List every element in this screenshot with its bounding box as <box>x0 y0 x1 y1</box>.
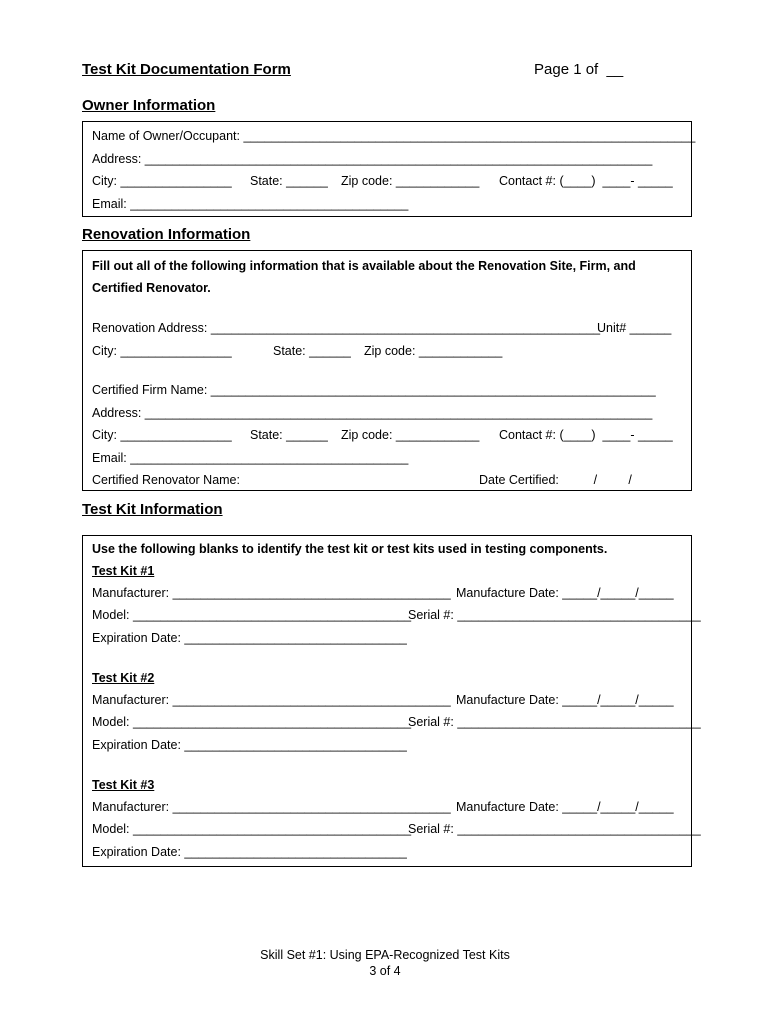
test-kit-3-expiration-field[interactable]: Expiration Date: ________________________________ <box>92 845 407 859</box>
test-kit-1-serial-field[interactable]: Serial #: ___________________________________ <box>408 608 701 622</box>
renovation-unit-field[interactable]: Unit# ______ <box>597 321 672 335</box>
renovation-instructions: Fill out all of the following information that is available about the Renovation Site, Firm, and <box>92 259 636 273</box>
test-kit-3-manufacturer-field[interactable]: Manufacturer: ________________________________________ <box>92 800 451 814</box>
renovation-state-field[interactable]: State: ______ <box>273 344 351 358</box>
test-kit-info-box <box>82 535 701 867</box>
test-kit-2-model-field[interactable]: Model: ________________________________________ <box>92 715 412 729</box>
owner-contact-field[interactable]: Contact #: (____) ____- _____ <box>499 174 673 188</box>
test-kit-2-manufacture-date-field[interactable]: Manufacture Date: _____/_____/_____ <box>456 693 674 707</box>
page-number: Page 1 of __ <box>534 61 624 78</box>
test-kit-3-serial-field[interactable]: Serial #: ___________________________________ <box>408 822 701 836</box>
renovation-city-field[interactable]: City: ________________ <box>92 344 232 358</box>
firm-zip-field[interactable]: Zip code: ____________ <box>341 428 480 442</box>
firm-address-field[interactable]: Address: _________________________________________________________________________ <box>92 406 653 420</box>
renovation-zip-field[interactable]: Zip code: ____________ <box>364 344 503 358</box>
renovation-address-field[interactable]: Renovation Address: ________________________________________________________ <box>92 321 601 335</box>
test-kit-section-title: Test Kit Information <box>82 501 223 518</box>
test-kit-2-manufacturer-field[interactable]: Manufacturer: ________________________________________ <box>92 693 451 707</box>
firm-email-field[interactable]: Email: ________________________________________ <box>92 451 409 465</box>
test-kit-2-serial-field[interactable]: Serial #: ___________________________________ <box>408 715 701 729</box>
owner-city-field[interactable]: City: ________________ <box>92 174 232 188</box>
owner-state-field[interactable]: State: ______ <box>250 174 328 188</box>
owner-info-box <box>82 121 696 217</box>
owner-email-field[interactable]: Email: ________________________________________ <box>92 197 409 211</box>
test-kit-1-label: Test Kit #1 <box>92 564 155 578</box>
test-kit-1-manufacture-date-field[interactable]: Manufacture Date: _____/_____/_____ <box>456 586 674 600</box>
renovator-name-field[interactable]: Certified Renovator Name: <box>92 473 240 487</box>
owner-zip-field[interactable]: Zip code: ____________ <box>341 174 480 188</box>
renovation-instructions-cont: Certified Renovator. <box>92 281 211 295</box>
test-kit-3-manufacture-date-field[interactable]: Manufacture Date: _____/_____/_____ <box>456 800 674 814</box>
test-kit-3-label: Test Kit #3 <box>92 778 155 792</box>
owner-address-field[interactable]: Address: _________________________________________________________________________ <box>92 152 653 166</box>
test-kit-1-expiration-field[interactable]: Expiration Date: ________________________________ <box>92 631 407 645</box>
owner-section-title: Owner Information <box>82 97 216 114</box>
firm-state-field[interactable]: State: ______ <box>250 428 328 442</box>
renovation-section-title: Renovation Information <box>82 226 251 243</box>
firm-city-field[interactable]: City: ________________ <box>92 428 232 442</box>
test-kit-3-model-field[interactable]: Model: ________________________________________ <box>92 822 412 836</box>
date-certified-field[interactable]: Date Certified: / / <box>479 473 632 487</box>
renovation-info-box <box>82 250 692 491</box>
firm-name-field[interactable]: Certified Firm Name: ________________________________________________________________ <box>92 383 656 397</box>
test-kit-instructions: Use the following blanks to identify the test kit or test kits used in testing components. <box>92 542 608 556</box>
footer-page-count: 3 of 4 <box>369 964 401 978</box>
test-kit-1-manufacturer-field[interactable]: Manufacturer: ________________________________________ <box>92 586 451 600</box>
footer-skill-set: Skill Set #1: Using EPA-Recognized Test Kits <box>260 948 510 962</box>
form-title: Test Kit Documentation Form <box>82 61 291 78</box>
test-kit-1-model-field[interactable]: Model: ________________________________________ <box>92 608 412 622</box>
owner-name-field[interactable]: Name of Owner/Occupant: _________________________________________________________________ <box>92 129 696 143</box>
test-kit-2-label: Test Kit #2 <box>92 671 155 685</box>
firm-contact-field[interactable]: Contact #: (____) ____- _____ <box>499 428 673 442</box>
test-kit-2-expiration-field[interactable]: Expiration Date: ________________________________ <box>92 738 407 752</box>
